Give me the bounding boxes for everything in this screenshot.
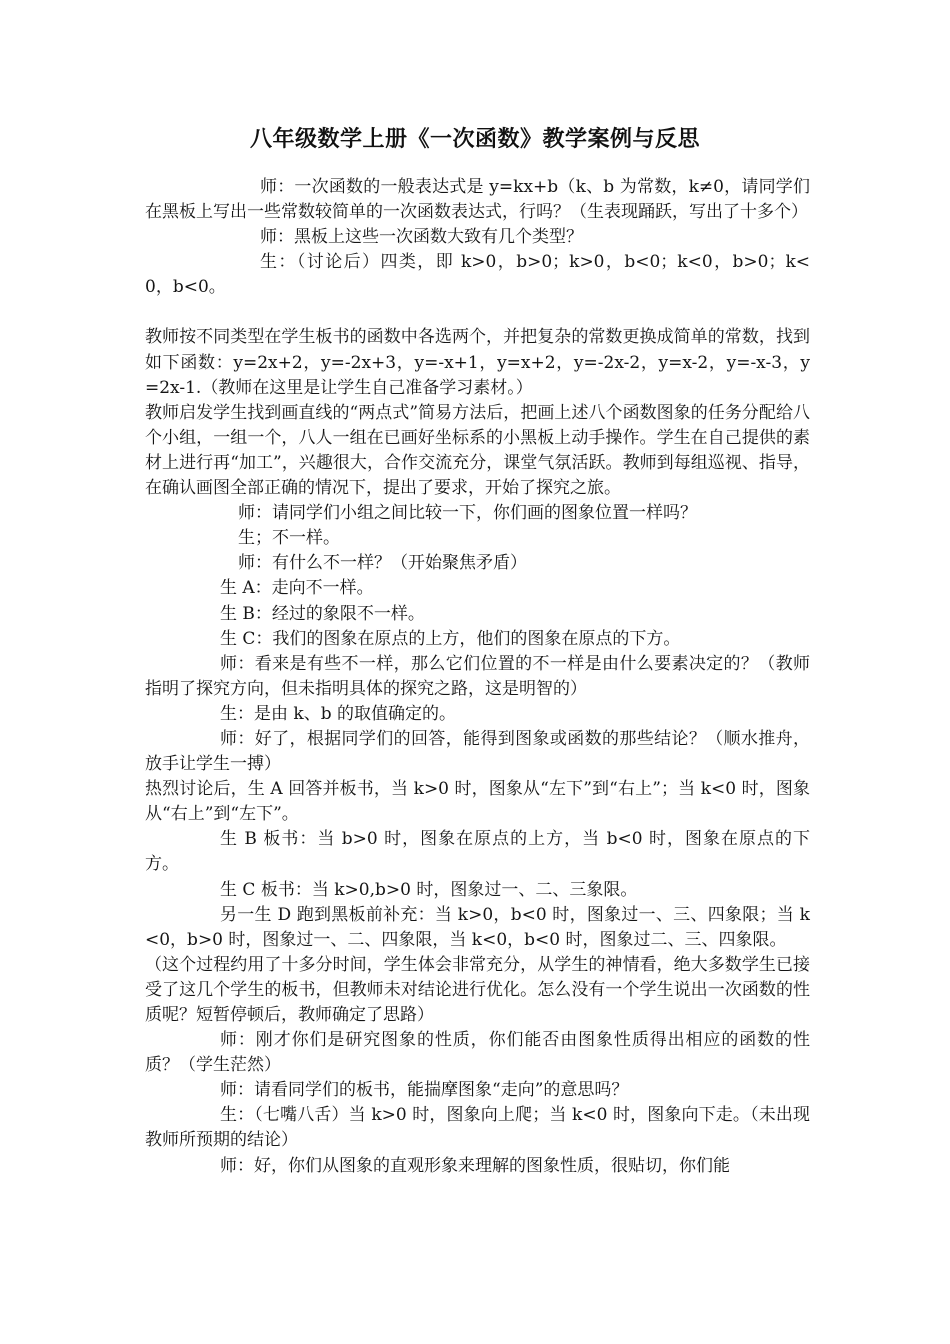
paragraph: 生 B 板书：当 b>0 时，图象在原点的上方，当 b<0 时，图象在原点的下方。 [145, 829, 810, 875]
document-body [145, 175, 810, 1179]
paragraph: 师：刚才你们是研究图象的性质，你们能否由图象性质得出相应的函数的性质？（学生茫然） [145, 1030, 810, 1076]
paragraph: 生：（七嘴八舌）当 k>0 时，图象向上爬；当 k<0 时，图象向下走。（未出现教师所预期的结论） [145, 1105, 810, 1151]
paragraph: 生 C 板书：当 k>0,b>0 时，图象过一、二、三象限。 [220, 879, 638, 900]
paragraph: 生 B：经过的象限不一样。 [220, 603, 425, 624]
paragraph: 教师按不同类型在学生板书的函数中各选两个，并把复杂的常数更换成简单的常数，找到如下函数：y=2x+2，y=-2x+3，y=-x+1，y=x+2，y=-2x-2，y=x-2，y=-x-3，y=2x-1.（教师在这里是让学生自己准备学习素材。） [145, 327, 810, 398]
paragraph: 生 C：我们的图象在原点的上方，他们的图象在原点的下方。 [220, 628, 681, 649]
paragraph: 师：请同学们小组之间比较一下，你们画的图象位置一样吗？ [238, 503, 697, 524]
paragraph: 师：请看同学们的板书，能揣摩图象“走向”的意思吗？ [220, 1080, 629, 1101]
paragraph: 生：是由 k、b 的取值确定的。 [220, 703, 456, 724]
paragraph: （这个过程约用了十多分时间，学生体会非常充分，从学生的神情看，绝大多数学生已接受了这几个学生的板书，但教师未对结论进行优化。怎么没有一个学生说出一次函数的性质呢？短暂停顿后，教师确定了思路） [145, 954, 810, 1025]
paragraph: 生 A：走向不一样。 [220, 578, 374, 599]
paragraph: 师：黑板上这些一次函数大致有几个类型？ [260, 227, 583, 248]
paragraph: 生；不一样。 [238, 528, 340, 549]
paragraph: 师：有什么不一样？（开始聚焦矛盾） [238, 553, 527, 574]
paragraph: 教师启发学生找到画直线的“两点式”简易方法后，把画上述八个函数图象的任务分配给八个小组，一组一个，八人一组在已画好坐标系的小黑板上动手操作。学生在自己提供的素材上进行再“加工”，兴趣很大，合作交流充分，课堂气氛活跃。教师到每组巡视、指导，在确认画图全部正确的情况下，提出了要求，开始了探究之旅。 [145, 402, 810, 499]
paragraph: 师：一次函数的一般表达式是 y=kx+b（k、b 为常数，k≠0，请同学们在黑板上写出一些常数较简单的一次函数表达式，行吗？（生表现踊跃，写出了十多个） [145, 177, 810, 223]
paragraph: 师：好，你们从图象的直观形象来理解的图象性质，很贴切，你们能 [220, 1155, 730, 1176]
paragraph-gap [145, 300, 810, 325]
paragraph: 另一生 D 跑到黑板前补充：当 k>0，b<0 时，图象过一、三、四象限；当 k<0，b>0 时，图象过一、二、四象限，当 k<0，b<0 时，图象过二、三、四象限。 [145, 904, 810, 950]
paragraph: 热烈讨论后，生 A 回答并板书，当 k>0 时，图象从“左下”到“右上”；当 k<0 时，图象从“右上”到“左下”。 [145, 779, 810, 825]
document-title: 八年级数学上册《一次函数》教学案例与反思 [249, 126, 700, 152]
paragraph: 生：（讨论后）四类，即 k>0，b>0；k>0，b<0；k<0，b>0；k<0，b<0。 [145, 252, 810, 298]
paragraph: 师：看来是有些不一样，那么它们位置的不一样是由什么要素决定的？（教师指明了探究方向，但未指明具体的探究之路，这是明智的） [145, 653, 810, 699]
paragraph: 师：好了，根据同学们的回答，能得到图象或函数的那些结论？（顺水推舟，放手让学生一搏） [145, 728, 810, 775]
